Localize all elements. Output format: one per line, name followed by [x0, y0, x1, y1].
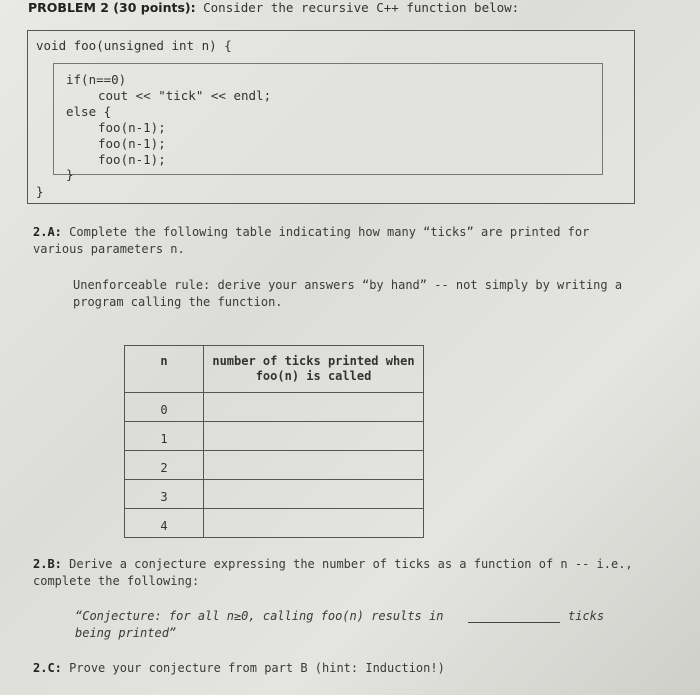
part-b-text [33, 556, 673, 590]
header-ticks-line1: number of ticks printed when [212, 354, 415, 368]
code-close-inner: } [66, 167, 74, 182]
rule-line1: Unenforceable rule: derive your answers “by hand” -- not simply by writing a [73, 278, 623, 292]
part-a-line2: various parameters n. [33, 242, 185, 256]
row-n: 0 [125, 393, 204, 422]
ticks-answer-cell[interactable] [204, 480, 424, 509]
table-row [125, 480, 424, 509]
code-close-outer: } [36, 184, 44, 199]
part-b-label: 2.B: [33, 557, 62, 571]
row-n: 3 [125, 480, 204, 509]
conjecture-line1: “Conjecture: for all n≥0, calling foo(n) results in [75, 609, 444, 623]
code-call-3: foo(n-1); [98, 152, 166, 167]
code-call-2: foo(n-1); [98, 136, 166, 151]
code-if: if(n==0) [66, 72, 127, 87]
row-n: 2 [125, 451, 204, 480]
part-c-prompt: Prove your conjecture from part B (hint: Induction!) [69, 661, 445, 675]
part-a-label: 2.A: [33, 225, 62, 239]
conjecture [75, 608, 475, 642]
problem-title: PROBLEM 2 (30 points): [28, 0, 196, 15]
part-b-line2: complete the following: [33, 574, 200, 588]
part-a-text [33, 224, 673, 258]
problem-header [0, 0, 700, 18]
ticks-word: ticks [568, 609, 605, 623]
table-header-row [125, 346, 424, 393]
row-n: 1 [125, 422, 204, 451]
conjecture-blank[interactable] [468, 622, 560, 623]
conjecture-line2: being printed” [75, 626, 177, 640]
table-row [125, 451, 424, 480]
table-row [125, 393, 424, 422]
code-cout: cout << "tick" << endl; [98, 88, 272, 103]
ticks-answer-cell[interactable] [204, 509, 424, 538]
code-else: else { [66, 104, 112, 119]
ticks-answer-cell[interactable] [204, 393, 424, 422]
problem-intro: Consider the recursive C++ function below: [203, 0, 520, 15]
code-signature: void foo(unsigned int n) { [36, 38, 232, 53]
ticks-table [124, 345, 424, 538]
code-call-1: foo(n-1); [98, 120, 166, 135]
part-b-line1: Derive a conjecture expressing the number of ticks as a function of n -- i.e., [69, 557, 633, 571]
ticks-answer-cell[interactable] [204, 451, 424, 480]
part-c-label: 2.C: [33, 661, 62, 675]
table-row [125, 422, 424, 451]
part-a-line1: Complete the following table indicating how many “ticks” are printed for [69, 225, 590, 239]
header-ticks-line2: foo(n) is called [255, 369, 372, 383]
rule-line2: program calling the function. [73, 295, 283, 309]
header-n: n [125, 346, 204, 393]
part-c-text [33, 660, 673, 677]
unenforceable-rule [73, 277, 673, 311]
table-row [125, 509, 424, 538]
row-n: 4 [125, 509, 204, 538]
ticks-answer-cell[interactable] [204, 422, 424, 451]
header-ticks [204, 346, 424, 393]
